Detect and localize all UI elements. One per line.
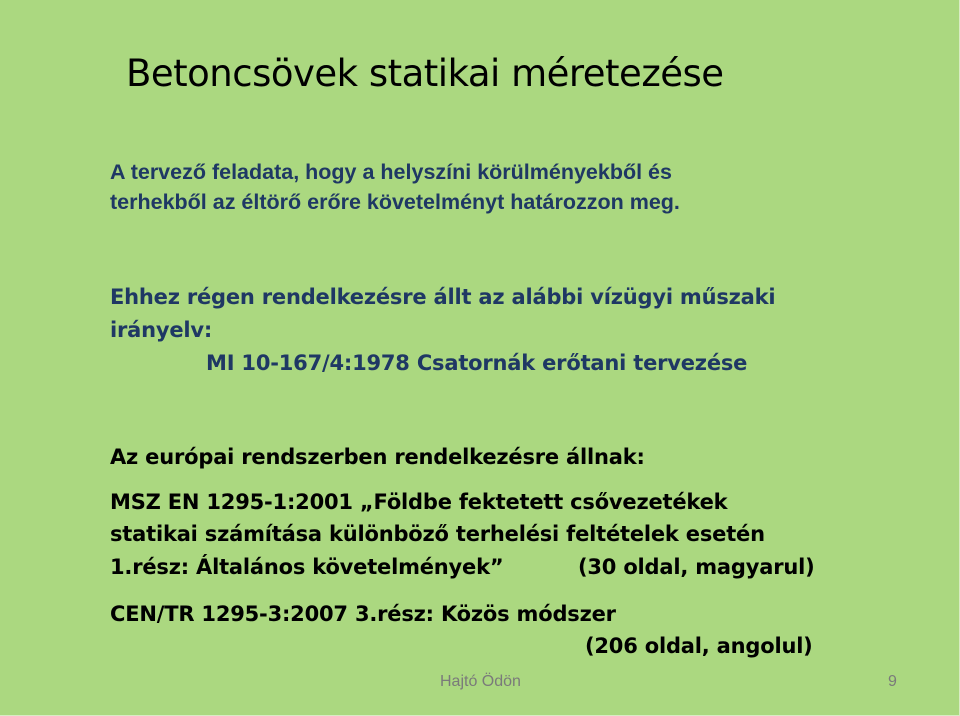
- history-line-1: Ehhez régen rendelkezésre állt az alábbi vízügyi műszaki: [110, 285, 776, 309]
- legacy-standard: MI 10-167/4:1978 Csatornák erőtani tervezése: [206, 351, 748, 375]
- msz-line-2: statikai számítása különböző terhelési feltételek esetén: [110, 522, 765, 546]
- cen-page-note: (206 oldal, angolul): [585, 634, 813, 658]
- footer-page-number: 9: [888, 673, 897, 690]
- msz-line-1: MSZ EN 1295-1:2001 „Földbe fektetett csővezetékek: [110, 490, 728, 514]
- msz-page-note: (30 oldal, magyarul): [578, 555, 815, 579]
- history-line-2: irányelv:: [110, 318, 213, 342]
- intro-line-2: terhekből az éltörő erőre követelményt határozzon meg.: [110, 190, 680, 214]
- european-heading: Az európai rendszerben rendelkezésre állnak:: [110, 445, 645, 469]
- slide-title: Betoncsövek statikai méretezése: [126, 52, 724, 95]
- footer-author: Hajtó Ödön: [440, 673, 521, 690]
- cen-line-1: CEN/TR 1295-3:2007 3.rész: Közös módszer: [110, 602, 616, 626]
- intro-line-1: A tervező feladata, hogy a helyszíni körülményekből és: [110, 160, 672, 184]
- intro-paragraph: [110, 157, 680, 217]
- msz-line-3: 1.rész: Általános követelmények”: [110, 555, 504, 579]
